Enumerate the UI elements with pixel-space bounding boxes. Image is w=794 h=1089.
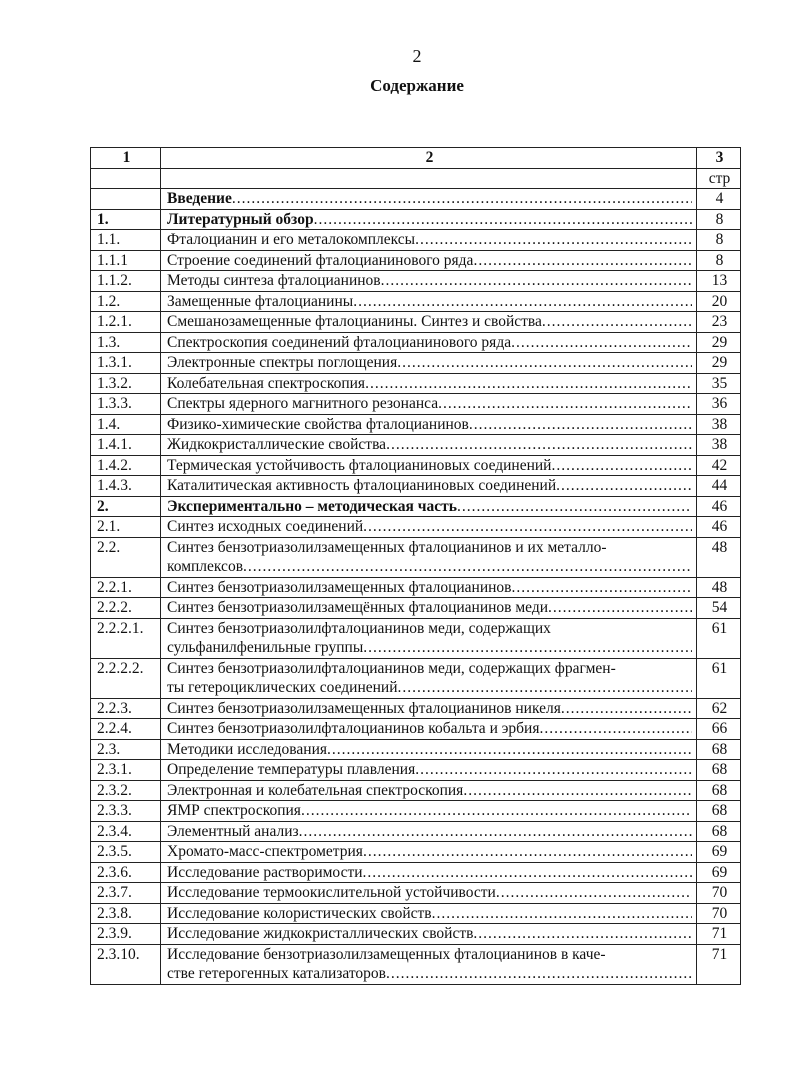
- toc-row-number: 2.2.3.: [91, 698, 161, 719]
- toc-row: [91, 373, 741, 394]
- toc-row: [91, 618, 741, 658]
- toc-row-title-first-line: Синтез бензотриазолилзамещенных фталоцианинов и их металло-: [167, 538, 607, 556]
- toc-row-page: 61: [697, 618, 741, 658]
- dot-leader: [473, 251, 692, 271]
- toc-row-title: [161, 189, 697, 210]
- toc-row-title: [161, 537, 697, 577]
- toc-row: [91, 414, 741, 435]
- dot-leader: [539, 719, 692, 739]
- toc-row: [91, 801, 741, 822]
- toc-row: [91, 862, 741, 883]
- toc-row-page: 68: [697, 801, 741, 822]
- toc-row-title: [161, 414, 697, 435]
- toc-row-title: [161, 496, 697, 517]
- toc-row-title: [161, 209, 697, 230]
- toc-row: [91, 883, 741, 904]
- toc-row-title: [161, 353, 697, 374]
- toc-row-title-first-line: Синтез бензотриазолилфталоцианинов меди, содержащих: [167, 619, 551, 637]
- toc-row-title: [161, 862, 697, 883]
- toc-row-number: 1.3.2.: [91, 373, 161, 394]
- toc-row-page: 46: [697, 517, 741, 538]
- column-header-row: [91, 148, 741, 169]
- dot-leader: [496, 883, 692, 903]
- toc-row-page: 8: [697, 209, 741, 230]
- toc-row-title-text: Синтез исходных соединений: [167, 518, 364, 535]
- toc-row-title: [161, 801, 697, 822]
- toc-row: [91, 903, 741, 924]
- toc-row-page: 4: [697, 189, 741, 210]
- toc-row-title: [161, 903, 697, 924]
- toc-row-number: 1.: [91, 209, 161, 230]
- dot-leader: [556, 476, 692, 496]
- toc-row: [91, 944, 741, 984]
- toc-row-title: [161, 760, 697, 781]
- toc-row-page: 38: [697, 414, 741, 435]
- toc-row-number: 2.2.2.1.: [91, 618, 161, 658]
- dot-leader: [314, 210, 692, 230]
- toc-row-page: 13: [697, 271, 741, 292]
- dot-leader: [365, 374, 692, 394]
- dot-leader: [363, 863, 692, 883]
- dot-leader: [415, 760, 692, 780]
- dot-leader: [551, 456, 692, 476]
- toc-row: [91, 209, 741, 230]
- toc-row-number: 1.1.: [91, 230, 161, 251]
- toc-row-page: 29: [697, 353, 741, 374]
- dot-leader: [542, 312, 692, 332]
- toc-row-page: 36: [697, 394, 741, 415]
- toc-row-page: 35: [697, 373, 741, 394]
- toc-row-page: 29: [697, 332, 741, 353]
- toc-row-title-text: Исследование термоокислительной устойчивости: [167, 884, 496, 901]
- toc-row-number: 2.3.8.: [91, 903, 161, 924]
- toc-row-title-text: Синтез бензотриазолилзамещённых фталоцианинов меди: [167, 599, 549, 616]
- toc-row-title-text: Исследование колористических свойств: [167, 904, 432, 922]
- toc-row-page: 68: [697, 821, 741, 842]
- toc-row-title-text: Элементный анализ: [167, 822, 299, 840]
- dot-leader: [457, 497, 692, 517]
- toc-row-title-text: комплексов: [167, 558, 244, 575]
- toc-row-title-text: Исследование жидкокристаллических свойств: [167, 925, 474, 942]
- toc-row-number: 1.4.1.: [91, 435, 161, 456]
- toc-row-title: [161, 924, 697, 945]
- empty-cell: [91, 168, 161, 189]
- toc-row-title: [161, 476, 697, 497]
- toc-row-title-text: стве гетерогенных катализаторов: [167, 965, 387, 982]
- toc-row-number: 2.3.5.: [91, 842, 161, 863]
- toc-row-title-text: Колебательная спектроскопия: [167, 374, 366, 392]
- dot-leader: [469, 415, 692, 435]
- dot-leader: [438, 394, 692, 414]
- toc-row-page: 38: [697, 435, 741, 456]
- dot-leader: [353, 292, 692, 312]
- dot-leader: [381, 271, 692, 291]
- toc-row-title-text: Хромато-масс-спектрометрия: [167, 843, 363, 860]
- toc-row-title-text: Каталитическая активность фталоцианиновых соединений: [167, 477, 557, 494]
- toc-row-page: 20: [697, 291, 741, 312]
- dot-leader: [473, 924, 692, 944]
- toc-row: [91, 821, 741, 842]
- dot-leader: [327, 740, 692, 760]
- toc-row: [91, 517, 741, 538]
- toc-row-title: [161, 230, 697, 251]
- toc-row: [91, 698, 741, 719]
- toc-row-number: 2.3.4.: [91, 821, 161, 842]
- toc-row: [91, 924, 741, 945]
- toc-row-page: 23: [697, 312, 741, 333]
- toc-row-number: 2.: [91, 496, 161, 517]
- toc-row-title-text: ЯМР спектроскопия: [167, 802, 301, 819]
- toc-row-page: 44: [697, 476, 741, 497]
- toc-row-title: [161, 739, 697, 760]
- toc-row-title: [161, 517, 697, 538]
- toc-row: [91, 332, 741, 353]
- toc-row: [91, 760, 741, 781]
- toc-row-title-text: Смешанозамещенные фталоцианины. Синтез и свойства: [167, 313, 542, 330]
- toc-row-number: 2.3.9.: [91, 924, 161, 945]
- dot-leader: [299, 822, 692, 842]
- toc-row-page: 42: [697, 455, 741, 476]
- toc-row: [91, 250, 741, 271]
- toc-row-page: 8: [697, 250, 741, 271]
- toc-row: [91, 496, 741, 517]
- dot-leader: [548, 598, 692, 618]
- toc-row-number: 2.2.2.: [91, 598, 161, 619]
- toc-row-title-text: Синтез бензотриазолилзамещенных фталоцианинов: [167, 578, 512, 596]
- toc-row-page: 69: [697, 842, 741, 863]
- toc-row-title-text: Электронные спектры поглощения: [167, 354, 398, 371]
- toc-row-number: 2.2.1.: [91, 577, 161, 598]
- toc-row-title-text: Замещенные фталоцианины: [167, 292, 354, 310]
- toc-row: [91, 598, 741, 619]
- toc-row-title-text: Строение соединений фталоцианинового ряда: [167, 251, 474, 269]
- toc-row-title-text: сульфанилфенильные группы: [167, 639, 364, 656]
- toc-row-page: 62: [697, 698, 741, 719]
- toc-row: [91, 353, 741, 374]
- toc-row: [91, 577, 741, 598]
- toc-row-title-text: Электронная и колебательная спектроскопия: [167, 781, 464, 799]
- toc-row-title: [161, 271, 697, 292]
- toc-row: [91, 537, 741, 577]
- toc-row-number: 2.2.4.: [91, 719, 161, 740]
- toc-row: [91, 435, 741, 456]
- toc-row-page: 69: [697, 862, 741, 883]
- dot-leader: [386, 435, 692, 455]
- dot-leader: [363, 638, 692, 658]
- toc-row-number: 2.2.2.2.: [91, 658, 161, 698]
- toc-row-number: 1.4.: [91, 414, 161, 435]
- toc-row-title: [161, 842, 697, 863]
- toc-row-page: 66: [697, 719, 741, 740]
- toc-row: [91, 780, 741, 801]
- column-header-num: 1: [91, 148, 161, 169]
- toc-row-title-text: Экспериментально – методическая часть: [167, 497, 457, 515]
- toc-row: [91, 291, 741, 312]
- toc-row: [91, 455, 741, 476]
- toc-row-title: [161, 250, 697, 271]
- toc-row-page: 71: [697, 944, 741, 984]
- toc-row-title: [161, 719, 697, 740]
- toc-row-title: [161, 944, 697, 984]
- toc-row-page: 71: [697, 924, 741, 945]
- toc-row: [91, 719, 741, 740]
- toc-row-title-text: Введение: [167, 190, 232, 207]
- toc-row-title-text: Определение температуры плавления: [167, 761, 416, 778]
- dot-leader: [386, 964, 692, 984]
- contents-heading: Содержание: [370, 76, 464, 95]
- toc-row-number: 1.2.1.: [91, 312, 161, 333]
- toc-row: [91, 230, 741, 251]
- toc-row-title: [161, 577, 697, 598]
- toc-row-title: [161, 780, 697, 801]
- toc-row-number: 2.3.: [91, 739, 161, 760]
- toc-row-page: 68: [697, 760, 741, 781]
- toc-row-number: 1.2.: [91, 291, 161, 312]
- toc-row-page: 68: [697, 780, 741, 801]
- dot-leader: [301, 801, 692, 821]
- table-of-contents: [90, 147, 741, 985]
- toc-row-title-text: Методы синтеза фталоцианинов: [167, 272, 381, 289]
- toc-row: [91, 658, 741, 698]
- toc-row-number: 2.3.1.: [91, 760, 161, 781]
- empty-cell: [161, 168, 697, 189]
- toc-row-page: 70: [697, 903, 741, 924]
- toc-row-title-text: Исследование растворимости: [167, 863, 363, 881]
- toc-row-title-text: Физико-химические свойства фталоцианинов: [167, 415, 469, 433]
- toc-row-title-text: ты гетероциклических соединений: [167, 679, 398, 696]
- toc-row: [91, 271, 741, 292]
- toc-row-title-text: Синтез бензотриазолилфталоцианинов кобальта и эрбия: [167, 720, 540, 737]
- toc-row-title-text: Синтез бензотриазолилзамещенных фталоцианинов никеля: [167, 699, 561, 717]
- toc-row-number: 2.1.: [91, 517, 161, 538]
- toc-row-number: 2.3.2.: [91, 780, 161, 801]
- toc-row-number: 2.3.10.: [91, 944, 161, 984]
- dot-leader: [463, 781, 692, 801]
- dot-leader: [512, 578, 693, 598]
- toc-row-page: 8: [697, 230, 741, 251]
- toc-row-page: 48: [697, 537, 741, 577]
- toc-row-page: 70: [697, 883, 741, 904]
- toc-row-number: 1.3.1.: [91, 353, 161, 374]
- toc-row-title-text: Спектроскопия соединений фталоцианинового ряда: [167, 333, 512, 351]
- toc-row-title: [161, 618, 697, 658]
- toc-row-page: 46: [697, 496, 741, 517]
- toc-row-number: 2.3.6.: [91, 862, 161, 883]
- toc-row-number: 2.3.7.: [91, 883, 161, 904]
- toc-row-title-first-line: Исследование бензотриазолилзамещенных фталоцианинов в каче-: [167, 945, 606, 963]
- toc-row-title-text: Литературный обзор: [167, 210, 314, 228]
- toc-row-number: 1.1.1: [91, 250, 161, 271]
- toc-row-title: [161, 435, 697, 456]
- toc-row-number: 1.4.2.: [91, 455, 161, 476]
- toc-row-number: 1.3.: [91, 332, 161, 353]
- toc-row-title: [161, 658, 697, 698]
- dot-leader: [561, 699, 692, 719]
- toc-row-title-text: Жидкокристаллические свойства: [167, 436, 387, 453]
- toc-row-title: [161, 883, 697, 904]
- toc-row-number: [91, 189, 161, 210]
- dot-leader: [397, 353, 692, 373]
- column-header-page: 3: [697, 148, 741, 169]
- toc-row-title-text: Фталоцианин и его металокомплексы: [167, 231, 416, 248]
- dot-leader: [232, 189, 692, 209]
- page-number: 2: [412, 46, 422, 66]
- dot-leader: [363, 842, 692, 862]
- dot-leader: [363, 517, 692, 537]
- toc-row-title: [161, 821, 697, 842]
- toc-row: [91, 394, 741, 415]
- toc-row: [91, 739, 741, 760]
- toc-row-number: 1.4.3.: [91, 476, 161, 497]
- dot-leader: [415, 230, 692, 250]
- toc-row-title: [161, 373, 697, 394]
- toc-row-number: 2.2.: [91, 537, 161, 577]
- toc-row-title: [161, 312, 697, 333]
- toc-row-title-text: Термическая устойчивость фталоцианиновых соединений: [167, 456, 552, 474]
- toc-row-number: 1.1.2.: [91, 271, 161, 292]
- toc-row-number: 1.3.3.: [91, 394, 161, 415]
- page-label-row: [91, 168, 741, 189]
- toc-row-page: 48: [697, 577, 741, 598]
- toc-row-title: [161, 698, 697, 719]
- toc-row-number: 2.3.3.: [91, 801, 161, 822]
- column-header-title: 2: [161, 148, 697, 169]
- toc-row-page: 68: [697, 739, 741, 760]
- dot-leader: [432, 904, 692, 924]
- dot-leader: [398, 678, 692, 698]
- toc-row: [91, 476, 741, 497]
- toc-row-title-text: Спектры ядерного магнитного резонанса: [167, 395, 439, 412]
- toc-row-title: [161, 598, 697, 619]
- toc-row-page: 54: [697, 598, 741, 619]
- toc-row: [91, 189, 741, 210]
- toc-row-title-text: Методики исследования: [167, 740, 328, 758]
- toc-row: [91, 312, 741, 333]
- toc-row-title: [161, 455, 697, 476]
- toc-row-title: [161, 332, 697, 353]
- toc-row: [91, 842, 741, 863]
- toc-row-page: 61: [697, 658, 741, 698]
- dot-leader: [511, 333, 692, 353]
- dot-leader: [243, 557, 692, 577]
- toc-row-title: [161, 291, 697, 312]
- toc-row-title-first-line: Синтез бензотриазолилфталоцианинов меди, содержащих фрагмен-: [167, 659, 616, 677]
- page-label: стр: [697, 168, 741, 189]
- toc-row-title: [161, 394, 697, 415]
